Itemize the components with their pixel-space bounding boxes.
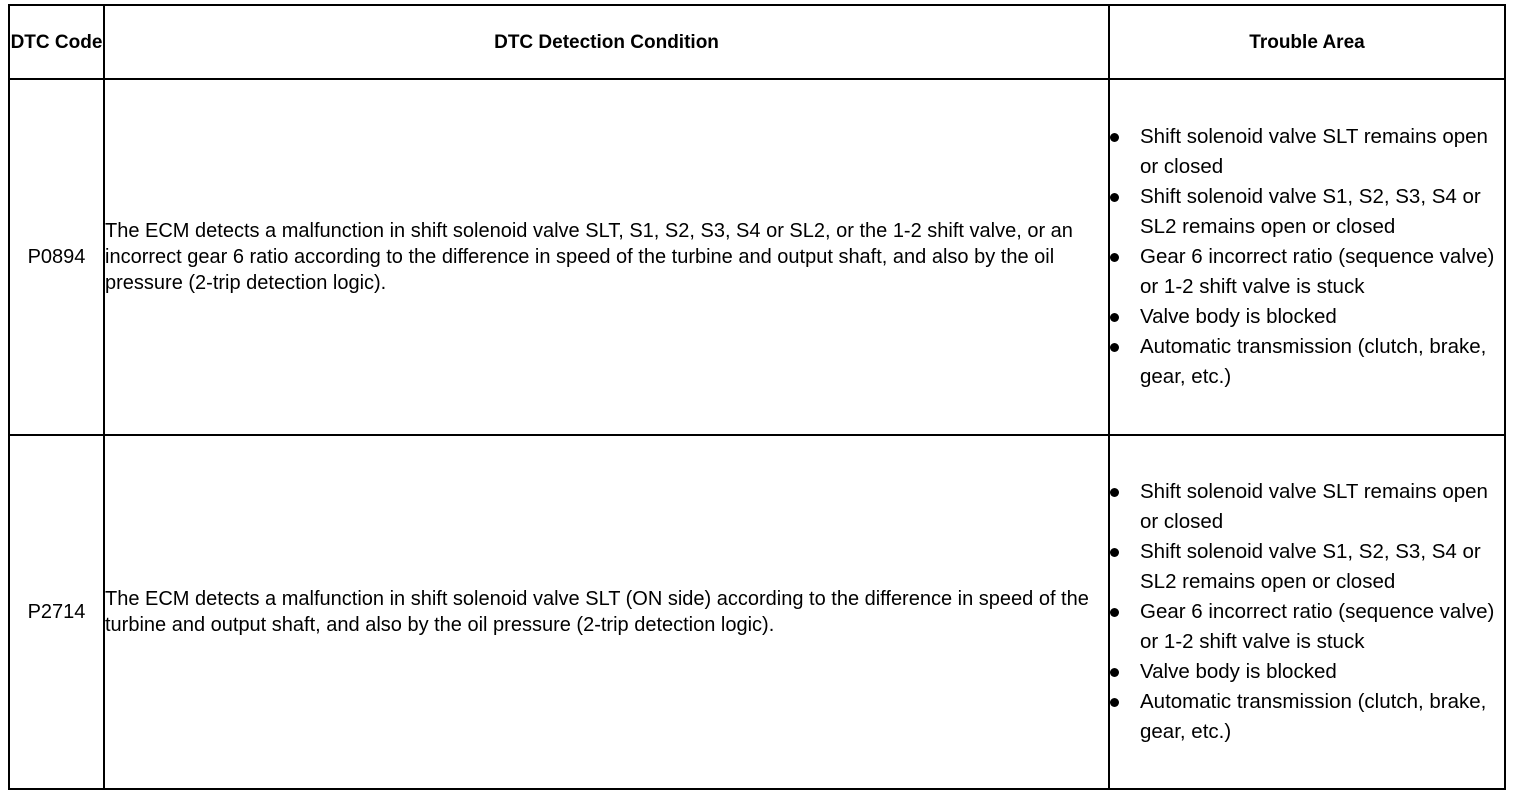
trouble-area-item: Shift solenoid valve SLT remains open or closed <box>1110 477 1504 537</box>
trouble-area-item: Gear 6 incorrect ratio (sequence valve) or 1-2 shift valve is stuck <box>1110 597 1504 657</box>
detection-condition-cell: The ECM detects a malfunction in shift solenoid valve SLT, S1, S2, S3, S4 or SL2, or the 1-2 shift valve, or an incorrect gear 6 ratio according to the difference in speed of the turbine and output shaft, and also by the oil pressure (2-trip detection logic). <box>104 79 1109 435</box>
trouble-area-item: Automatic transmission (clutch, brake, gear, etc.) <box>1110 332 1504 392</box>
trouble-area-item: Valve body is blocked <box>1110 657 1504 687</box>
trouble-area-cell <box>1109 79 1505 435</box>
table-row <box>9 79 1505 435</box>
trouble-area-item: Gear 6 incorrect ratio (sequence valve) or 1-2 shift valve is stuck <box>1110 242 1504 302</box>
dtc-code-cell: P2714 <box>9 435 104 789</box>
trouble-area-list <box>1110 122 1504 392</box>
trouble-area-item: Automatic transmission (clutch, brake, gear, etc.) <box>1110 687 1504 747</box>
header-trouble-area: Trouble Area <box>1109 5 1505 79</box>
dtc-code-cell: P0894 <box>9 79 104 435</box>
trouble-area-list <box>1110 477 1504 747</box>
trouble-area-item: Shift solenoid valve S1, S2, S3, S4 or SL2 remains open or closed <box>1110 182 1504 242</box>
header-detection-condition: DTC Detection Condition <box>104 5 1109 79</box>
trouble-area-item: Shift solenoid valve S1, S2, S3, S4 or SL2 remains open or closed <box>1110 537 1504 597</box>
trouble-area-item: Shift solenoid valve SLT remains open or closed <box>1110 122 1504 182</box>
trouble-area-cell <box>1109 435 1505 789</box>
detection-condition-cell: The ECM detects a malfunction in shift solenoid valve SLT (ON side) according to the difference in speed of the turbine and output shaft, and also by the oil pressure (2-trip detection logic). <box>104 435 1109 789</box>
header-dtc-code: DTC Code <box>9 5 104 79</box>
trouble-area-item: Valve body is blocked <box>1110 302 1504 332</box>
table-row <box>9 435 1505 789</box>
table-header-row <box>9 5 1505 79</box>
dtc-table <box>8 4 1506 790</box>
